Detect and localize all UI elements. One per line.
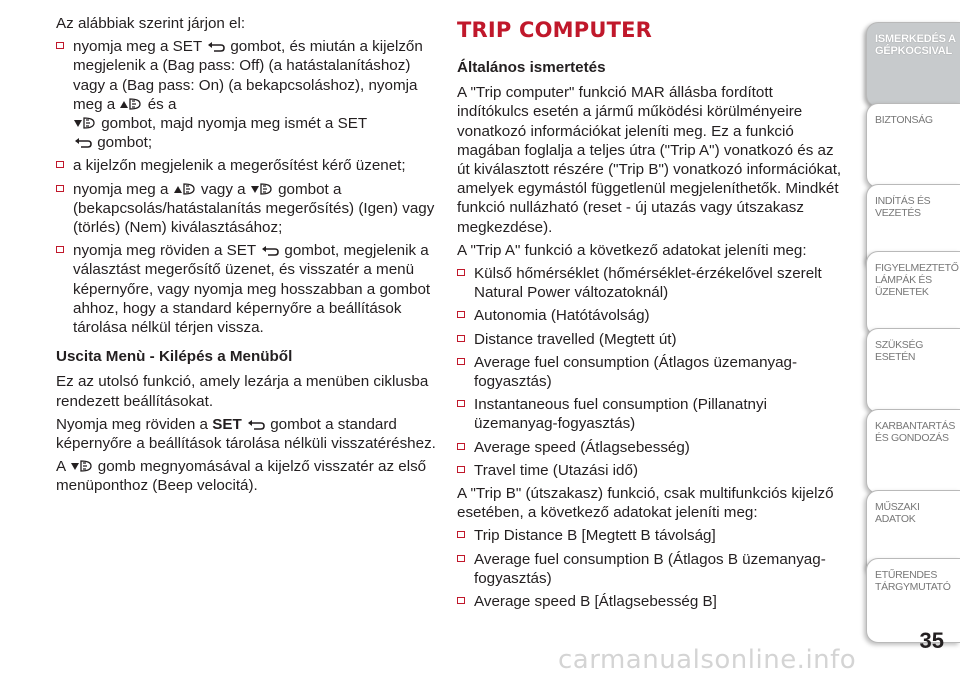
section-heading: Uscita Menù - Kilépés a Menüből bbox=[56, 348, 293, 366]
bullet-icon bbox=[457, 466, 465, 473]
tab-index[interactable]: ETŰRENDES TÁRGYMUTATÓ bbox=[866, 558, 960, 643]
list-item: Average fuel consumption (Átlagos üzemanyag-fogyasztás) bbox=[457, 353, 847, 391]
bullet-icon bbox=[457, 311, 465, 318]
tab-getting-to-know[interactable]: ISMERKEDÉS A GÉPKOCSIVAL bbox=[866, 22, 960, 107]
bullet-icon bbox=[457, 531, 465, 538]
list-item: Average speed (Átlagsebesség) bbox=[457, 438, 847, 457]
up-button-icon bbox=[173, 182, 197, 196]
tab-maintenance[interactable]: KARBANTARTÁS ÉS GONDOZÁS bbox=[866, 409, 960, 494]
down-button-icon bbox=[250, 182, 274, 196]
tab-technical-data[interactable]: MŰSZAKI ADATOK bbox=[866, 490, 960, 575]
list-item: nyomja meg a SET gombot, és miután a kijelzőn megjelenik a (Bag pass: Off) (a hatástalanításhoz) vagy a (Bag pass: On) (a bekapcsoláshoz), nyomja meg a és a gombot, majd nyomja meg ismét a SET gombot; bbox=[56, 37, 440, 152]
bullet-icon bbox=[56, 185, 64, 192]
list-item: Külső hőmérséklet (hőmérséklet-érzékelővel szerelt Natural Power változatoknál) bbox=[457, 264, 847, 302]
tab-warning-lights[interactable]: FIGYELMEZTETŐ LÁMPÁK ÉS ÜZENETEK bbox=[866, 251, 960, 336]
right-column bbox=[457, 14, 847, 615]
paragraph: A gomb megnyomásával a kijelző visszatér az első menüponthoz (Beep velocitá). bbox=[56, 458, 427, 495]
up-button-icon bbox=[119, 97, 143, 111]
section-title: TRIP COMPUTER bbox=[457, 18, 653, 42]
set-button-icon bbox=[73, 137, 93, 149]
instructions-list bbox=[56, 37, 440, 337]
trip-a-list bbox=[457, 264, 847, 480]
bullet-icon bbox=[56, 246, 64, 253]
set-button-icon bbox=[206, 41, 226, 53]
list-item: nyomja meg a vagy a gombot a (bekapcsolás/hatástalanítás megerősítés) (Igen) vagy (törlés) (Nem) kiválasztásához; bbox=[56, 180, 440, 238]
paragraph: Ez az utolsó funkció, amely lezárja a menüben ciklusba rendezett beállításokat. bbox=[56, 373, 429, 410]
list-item: Trip Distance B [Megtett B távolság] bbox=[457, 526, 847, 545]
list-item: Travel time (Utazási idő) bbox=[457, 461, 847, 480]
list-item: nyomja meg röviden a SET gombot, megjelenik a választást megerősítő üzenet, és visszatér a menü képernyőre, vagy nyomja meg hosszabban a gombot ahhoz, hogy a standard képernyőre a beállítások tárolása nélkül térjen vissza. bbox=[56, 241, 440, 337]
paragraph: A "Trip A" funkció a következő adatokat jeleníti meg: bbox=[457, 241, 807, 259]
down-button-icon bbox=[70, 459, 94, 473]
list-item: Distance travelled (Megtett út) bbox=[457, 330, 847, 349]
bullet-icon bbox=[457, 555, 465, 562]
bullet-icon bbox=[457, 335, 465, 342]
bullet-icon bbox=[457, 400, 465, 407]
bullet-icon bbox=[56, 161, 64, 168]
left-column bbox=[56, 14, 440, 500]
bullet-icon bbox=[457, 269, 465, 276]
set-button-icon bbox=[246, 419, 266, 431]
list-item: Instantaneous fuel consumption (Pillanatnyi üzemanyag-fogyasztás) bbox=[457, 395, 847, 433]
trip-b-list bbox=[457, 526, 847, 611]
chapter-sidebar bbox=[862, 0, 960, 678]
down-button-icon bbox=[73, 116, 97, 130]
tab-emergency[interactable]: SZÜKSÉG ESETÉN bbox=[866, 328, 960, 413]
bullet-icon bbox=[457, 358, 465, 365]
set-button-icon bbox=[260, 245, 280, 257]
bullet-icon bbox=[457, 597, 465, 604]
intro-text: Az alábbiak szerint járjon el: bbox=[56, 15, 246, 32]
list-item: Average speed B [Átlagsebesség B] bbox=[457, 592, 847, 611]
watermark: carmanualsonline.info bbox=[558, 645, 857, 675]
bullet-icon bbox=[457, 443, 465, 450]
section-subheading: Általános ismertetés bbox=[457, 59, 606, 76]
list-item: Average fuel consumption B (Átlagos B üzemanyag-fogyasztás) bbox=[457, 550, 847, 588]
list-item: a kijelzőn megjelenik a megerősítést kérő üzenet; bbox=[56, 156, 440, 175]
page-number: 35 bbox=[919, 628, 944, 653]
list-item: Autonomia (Hatótávolság) bbox=[457, 306, 847, 325]
tab-safety[interactable]: BIZTONSÁG bbox=[866, 103, 960, 188]
bullet-icon bbox=[56, 42, 64, 49]
paragraph: A "Trip B" (útszakasz) funkció, csak multifunkciós kijelző esetében, a következő adatokat jeleníti meg: bbox=[457, 485, 834, 522]
paragraph: Nyomja meg röviden a SET gombot a standard képernyőre a beállítások tárolása nélküli visszatéréshez. bbox=[56, 415, 436, 453]
paragraph: A "Trip computer" funkció MAR állásba fordított indítókulcs esetén a jármű működési körülményeire vonatkozó információkat jeleníti meg. Ez a funkció magában foglalja a teljes útra ("Trip A") vonatkozó és az út kiválasztott részére ("Trip B") vonatkozó információkat, amelyek egymástól függetlenül megjeleníthetők. Mindkét funkció nullázható (reset - új utazás vagy útszakasz megkezdése). bbox=[457, 84, 842, 236]
tab-starting-driving[interactable]: INDÍTÁS ÉS VEZETÉS bbox=[866, 184, 960, 269]
